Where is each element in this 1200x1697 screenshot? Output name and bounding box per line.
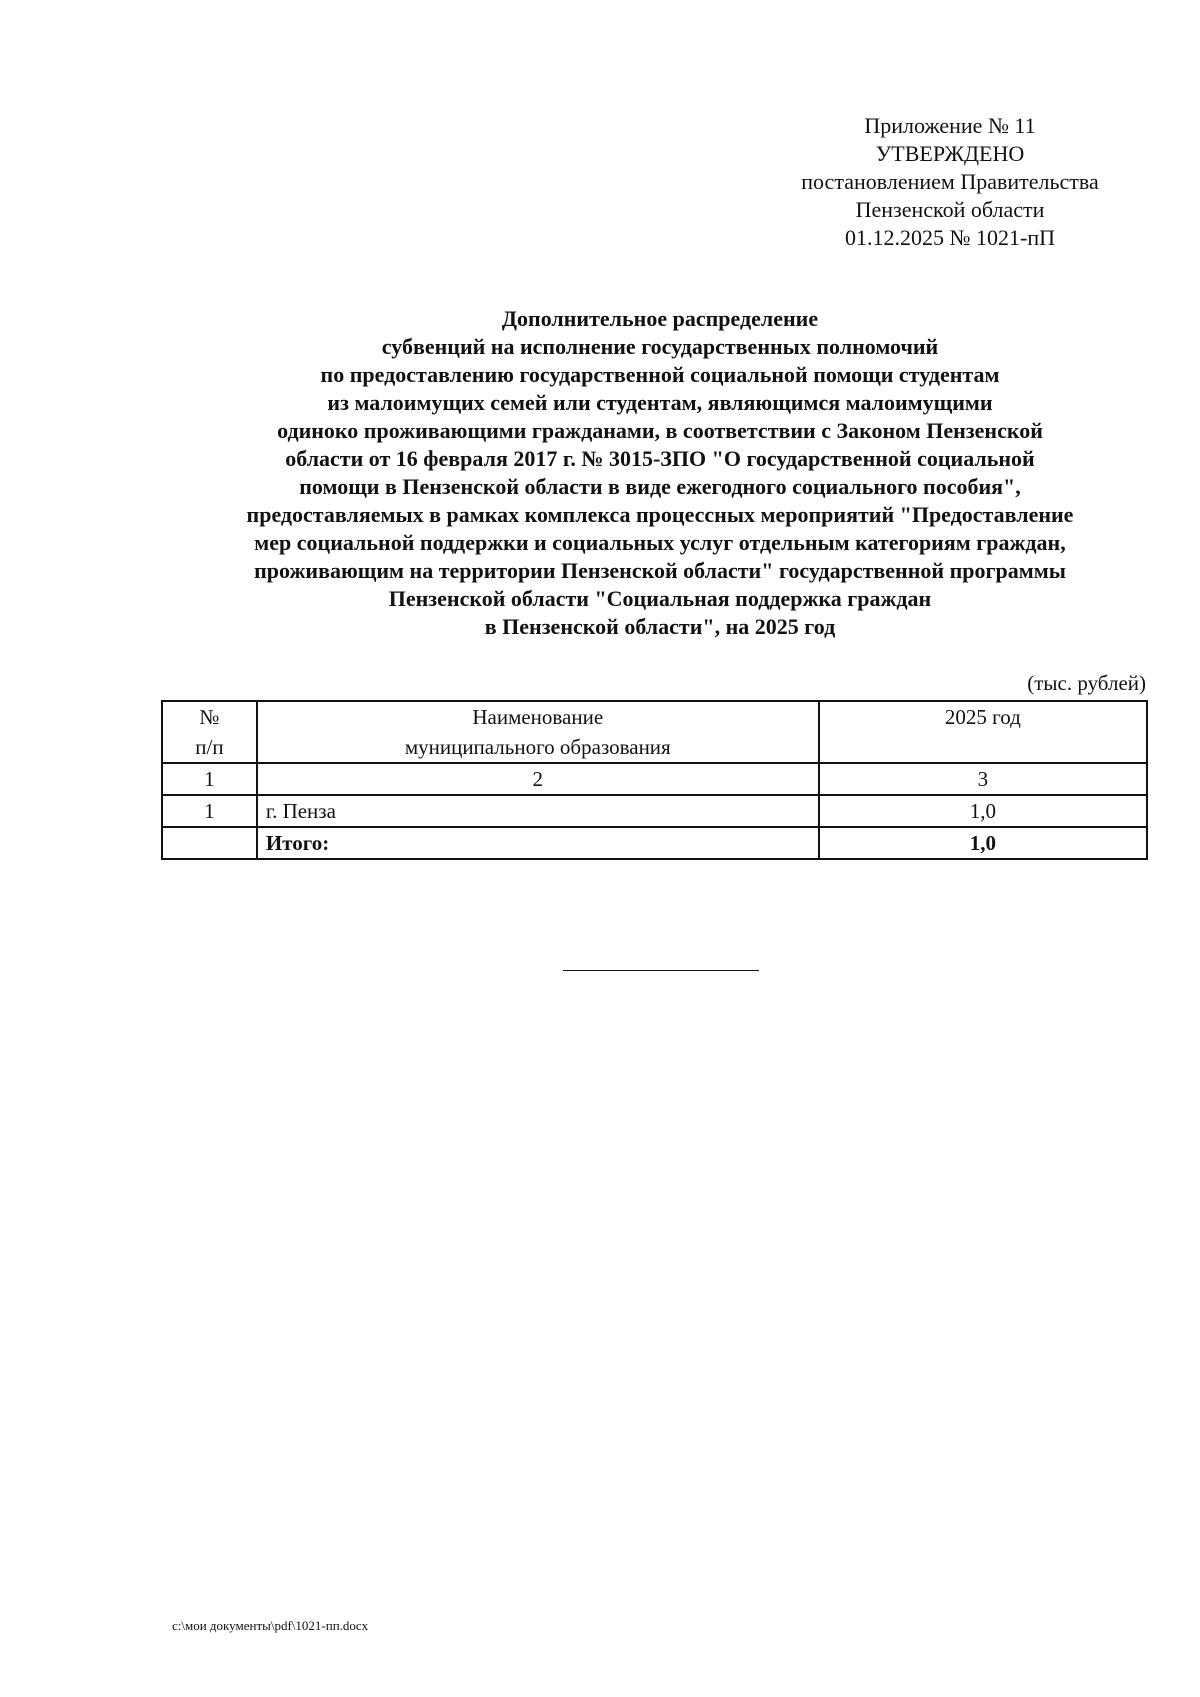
header-name-line2: муниципального образования xyxy=(404,735,671,759)
header-number xyxy=(162,701,257,763)
row-municipality: г. Пенза xyxy=(257,795,819,827)
approval-region: Пензенской области xyxy=(855,197,1045,222)
document-title xyxy=(150,305,1170,641)
approval-block xyxy=(760,112,1140,252)
approval-approved: УТВЕРЖДЕНО xyxy=(875,141,1025,166)
units-label: (тыс. рублей) xyxy=(1027,671,1146,695)
header-year-label: 2025 год xyxy=(944,705,1021,729)
title-line: одиноко проживающими гражданами, в соответствии с Законом Пензенской xyxy=(277,418,1043,443)
title-line: субвенций на исполнение государственных полномочий xyxy=(381,334,939,359)
title-line: по предоставлению государственной социальной помощи студентам xyxy=(320,362,1000,387)
title-line: проживающим на территории Пензенской области" государственной программы xyxy=(254,558,1066,583)
approval-appendix-number: Приложение № 11 xyxy=(864,113,1036,138)
header-number-line2: п/п xyxy=(195,735,224,759)
table-total-row xyxy=(162,827,1147,859)
title-line: Пензенской области "Социальная поддержка граждан xyxy=(388,586,932,611)
header-name-line1: Наименование xyxy=(472,705,604,729)
total-value: 1,0 xyxy=(819,827,1147,859)
title-line: помощи в Пензенской области в виде ежегодного социального пособия", xyxy=(299,474,1021,499)
table-header-row xyxy=(162,701,1147,763)
distribution-table xyxy=(161,700,1148,860)
end-divider xyxy=(563,970,759,971)
title-line: мер социальной поддержки и социальных услуг отдельным категориям граждан, xyxy=(254,530,1066,555)
header-number-line1: № xyxy=(199,705,220,729)
title-line: предоставляемых в рамках комплекса процессных мероприятий "Предоставление xyxy=(246,502,1074,527)
index-cell: 2 xyxy=(257,763,819,795)
file-path-footer: c:\мои документы\pdf\1021-пп.docx xyxy=(172,1618,369,1633)
title-line: из малоимущих семей или студентам, являющимся малоимущими xyxy=(327,390,993,415)
total-number xyxy=(162,827,257,859)
table-row xyxy=(162,795,1147,827)
approval-date-number: 01.12.2025 № 1021-пП xyxy=(845,225,1055,250)
header-year xyxy=(819,701,1147,763)
title-line: в Пензенской области", на 2025 год xyxy=(484,614,836,639)
title-line: области от 16 февраля 2017 г. № 3015-ЗПО "О государственной социальной xyxy=(285,446,1035,471)
title-line: Дополнительное распределение xyxy=(501,306,819,331)
index-cell: 3 xyxy=(819,763,1147,795)
total-label: Итого: xyxy=(257,827,819,859)
row-value: 1,0 xyxy=(819,795,1147,827)
approval-by-resolution: постановлением Правительства xyxy=(801,169,1099,194)
table-index-row xyxy=(162,763,1147,795)
index-cell: 1 xyxy=(162,763,257,795)
row-number: 1 xyxy=(162,795,257,827)
header-name xyxy=(257,701,819,763)
